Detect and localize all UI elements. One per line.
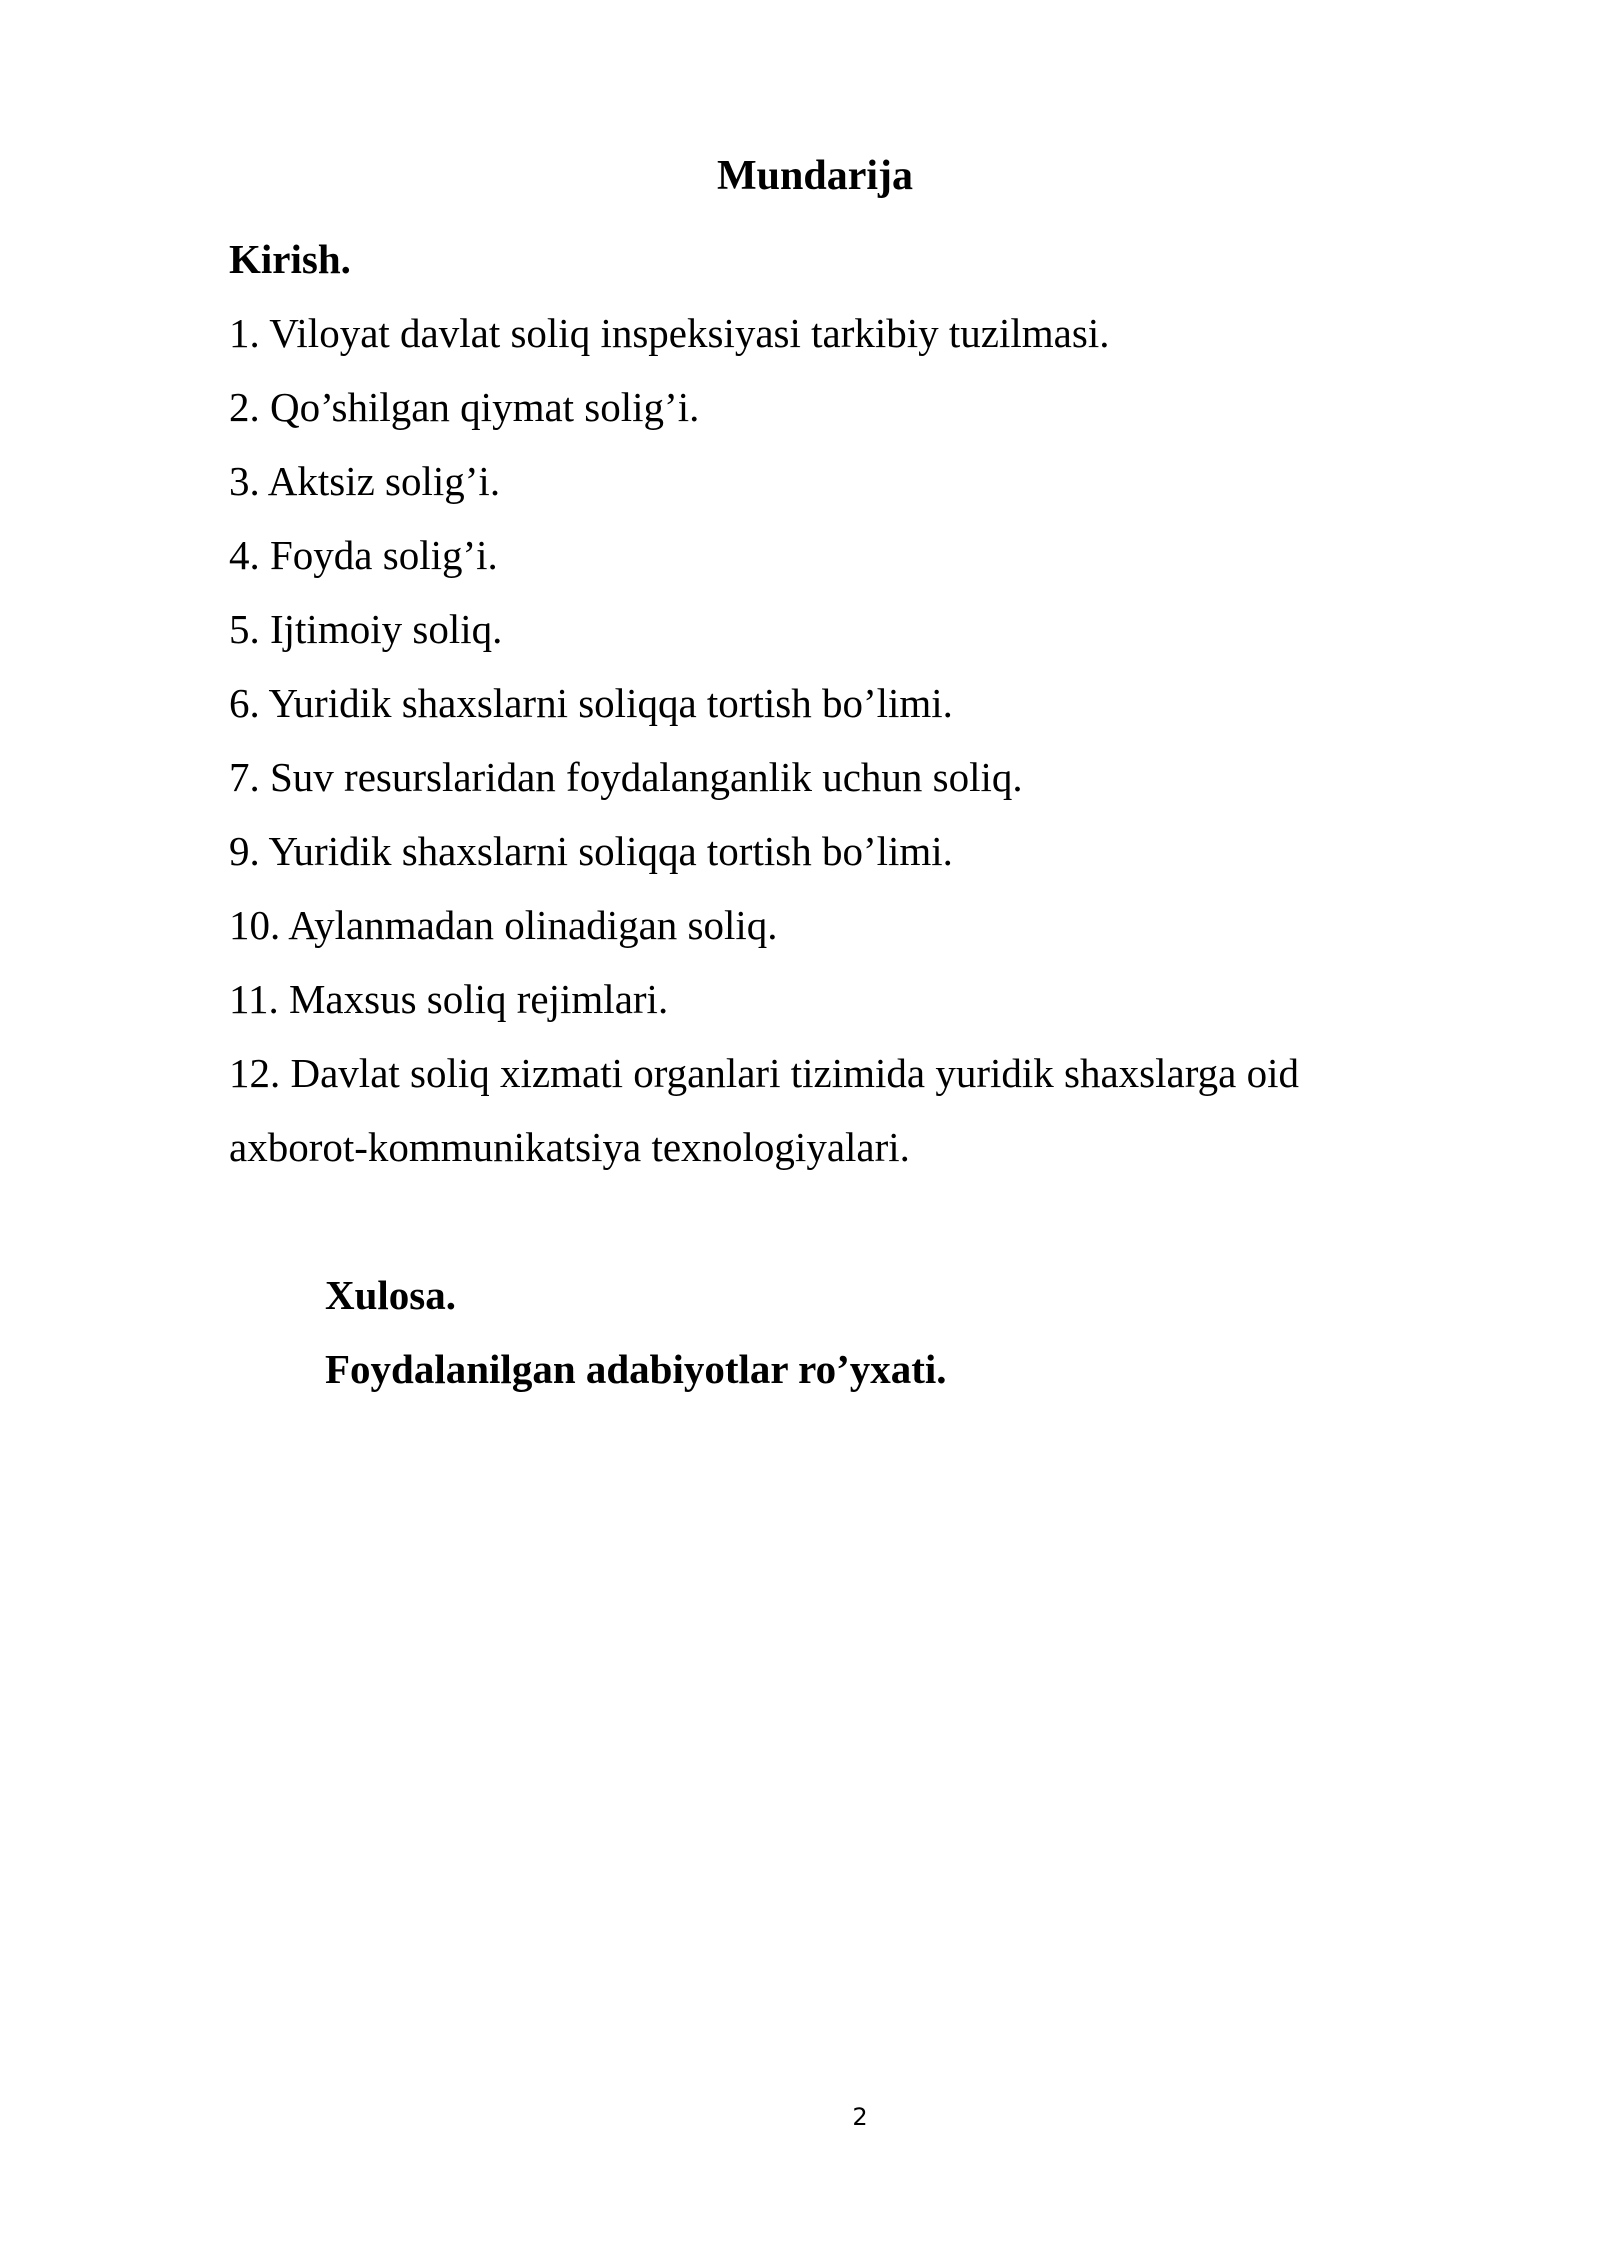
page-number: 2 — [852, 2103, 868, 2131]
toc-item: 1. Viloyat davlat soliq inspeksiyasi tarkibiy tuzilmasi. — [229, 310, 1110, 356]
table-of-contents — [229, 222, 1409, 1406]
toc-item: 3. Aktsiz solig’i. — [229, 458, 501, 504]
toc-item: 10. Aylanmadan olinadigan soliq. — [229, 902, 778, 948]
toc-item: 2. Qo’shilgan qiymat solig’i. — [229, 384, 700, 430]
toc-item: 5. Ijtimoiy soliq. — [229, 606, 503, 652]
toc-item: 4. Foyda solig’i. — [229, 532, 498, 578]
toc-item: 6. Yuridik shaxslarni soliqqa tortish bo’limi. — [229, 680, 953, 726]
toc-conclusion: Xulosa. — [325, 1272, 457, 1318]
toc-item: 12. Davlat soliq xizmati organlari tizimida yuridik shaxslarga oid — [229, 1050, 1299, 1096]
page-title: Mundarija — [716, 153, 913, 199]
toc-item: 11. Maxsus soliq rejimlari. — [229, 976, 669, 1022]
toc-item: 7. Suv resurslaridan foydalanganlik uchun soliq. — [229, 754, 1023, 800]
toc-references: Foydalanilgan adabiyotlar ro’yxati. — [325, 1346, 947, 1392]
toc-item-continuation: axborot-kommunikatsiya texnologiyalari. — [229, 1124, 910, 1170]
toc-intro: Kirish. — [229, 236, 351, 282]
toc-item: 9. Yuridik shaxslarni soliqqa tortish bo’limi. — [229, 828, 953, 874]
toc-spacer — [229, 1184, 1409, 1258]
